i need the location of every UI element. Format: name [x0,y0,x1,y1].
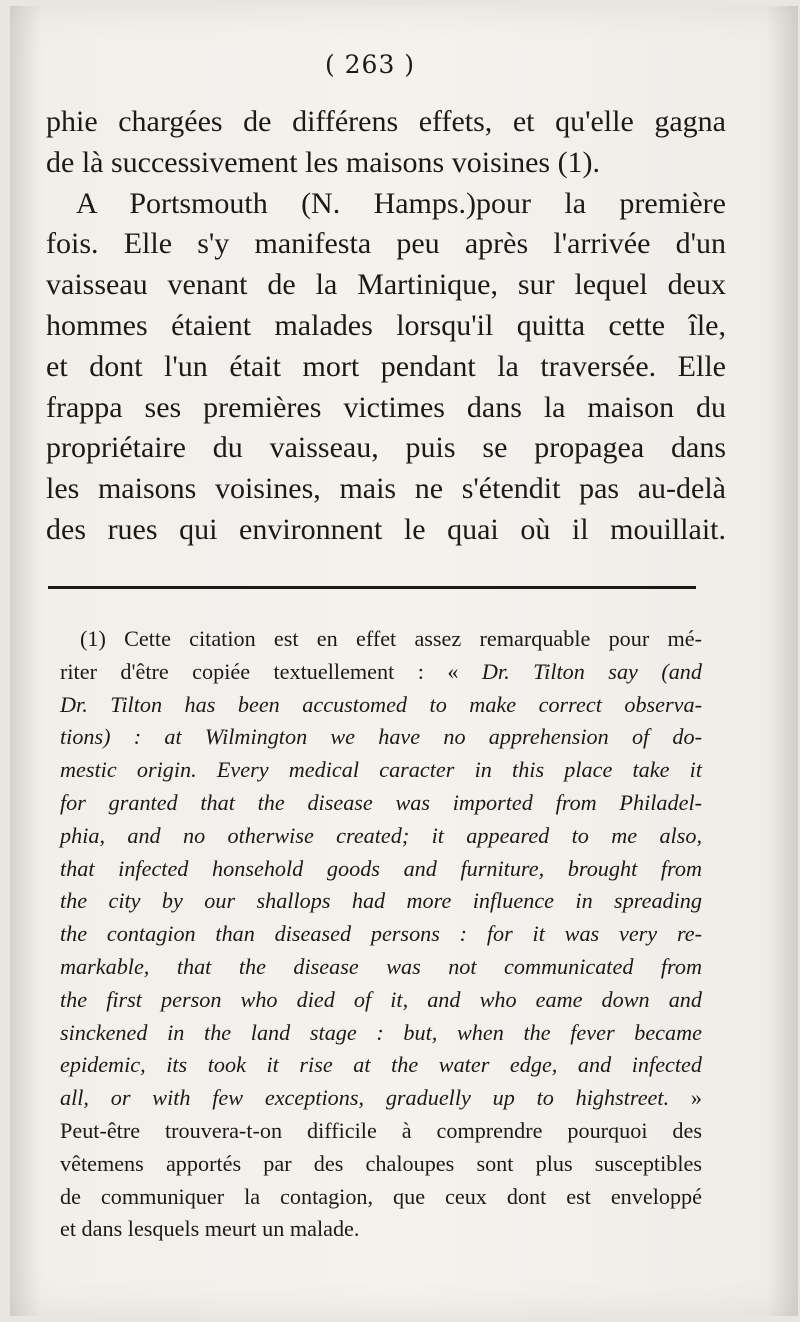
book-page [10,6,798,1316]
text-line: A Portsmouth (N. Hamps.)pour la première [76,186,726,220]
footnote-line: Peut-être trouvera-t-on difficile à comprendre pourquoi des [60,1117,702,1143]
footnote-line: the contagion than diseased persons : for it was very re- [60,921,702,947]
footnote-line: phia, and no otherwise created; it appeared to me also, [60,822,702,848]
text-line: les maisons voisines, mais ne s'étendit pas au-delà [46,472,726,506]
footnote-line: Dr. Tilton has been accustomed to make correct observa- [60,691,702,717]
footnote-line: (1) Cette citation est en effet assez remarquable pour mé- [80,626,702,651]
footnote-line: mestic origin. Every medical caracter in this place take it [60,757,702,783]
footnote-line: riter d'être copiée textuellement : « Dr. Tilton say (and [60,658,702,684]
footnote-line: all, or with few exceptions, graduelly up to highstreet. » [60,1085,703,1111]
footnote-line: vêtemens apportés par des chaloupes sont plus susceptibles [60,1150,702,1176]
main-text [46,102,726,551]
footnote-line: the city by our shallops had more influence in spreading [60,888,702,914]
footnote-line: that infected honsehold goods and furniture, brought from [60,855,702,881]
footnote-line: for granted that the disease was imported from Philadel- [60,789,702,815]
footnote-line: epidemic, its took it rise at the water edge, and infected [60,1052,702,1078]
text-line: de là successivement les maisons voisines (1). [46,145,601,179]
text-line: et dont l'un était mort pendant la traversée. Elle [46,349,726,383]
text-line: des rues qui environnent le quai où il mouillait. [46,512,726,546]
text-line: propriétaire du vaisseau, puis se propagea dans [46,431,726,465]
footnote-separator [48,586,696,589]
footnote-line: et dans lesquels meurt un malade. [60,1216,360,1242]
footnote [60,623,702,1246]
text-line: phie chargées de différens effets, et qu'elle gagna [46,105,726,138]
text-line: hommes étaient malades lorsqu'il quitta cette île, [46,308,726,342]
footnote-line: the first person who died of it, and who eame down and [60,986,702,1012]
footnote-line: de communiquer la contagion, que ceux dont est enveloppé [60,1183,702,1209]
footnote-line: markable, that the disease was not communicated from [60,953,702,979]
text-line: frappa ses premières victimes dans la maison du [46,390,726,424]
footnote-line: tions) : at Wilmington we have no apprehension of do- [60,724,702,750]
text-line: fois. Elle s'y manifesta peu après l'arrivée d'un [46,227,726,261]
footnote-line: sinckened in the land stage : but, when the fever became [60,1019,702,1045]
page-number: ( 263 ) [324,50,416,79]
text-line: vaisseau venant de la Martinique, sur lequel deux [46,268,726,302]
